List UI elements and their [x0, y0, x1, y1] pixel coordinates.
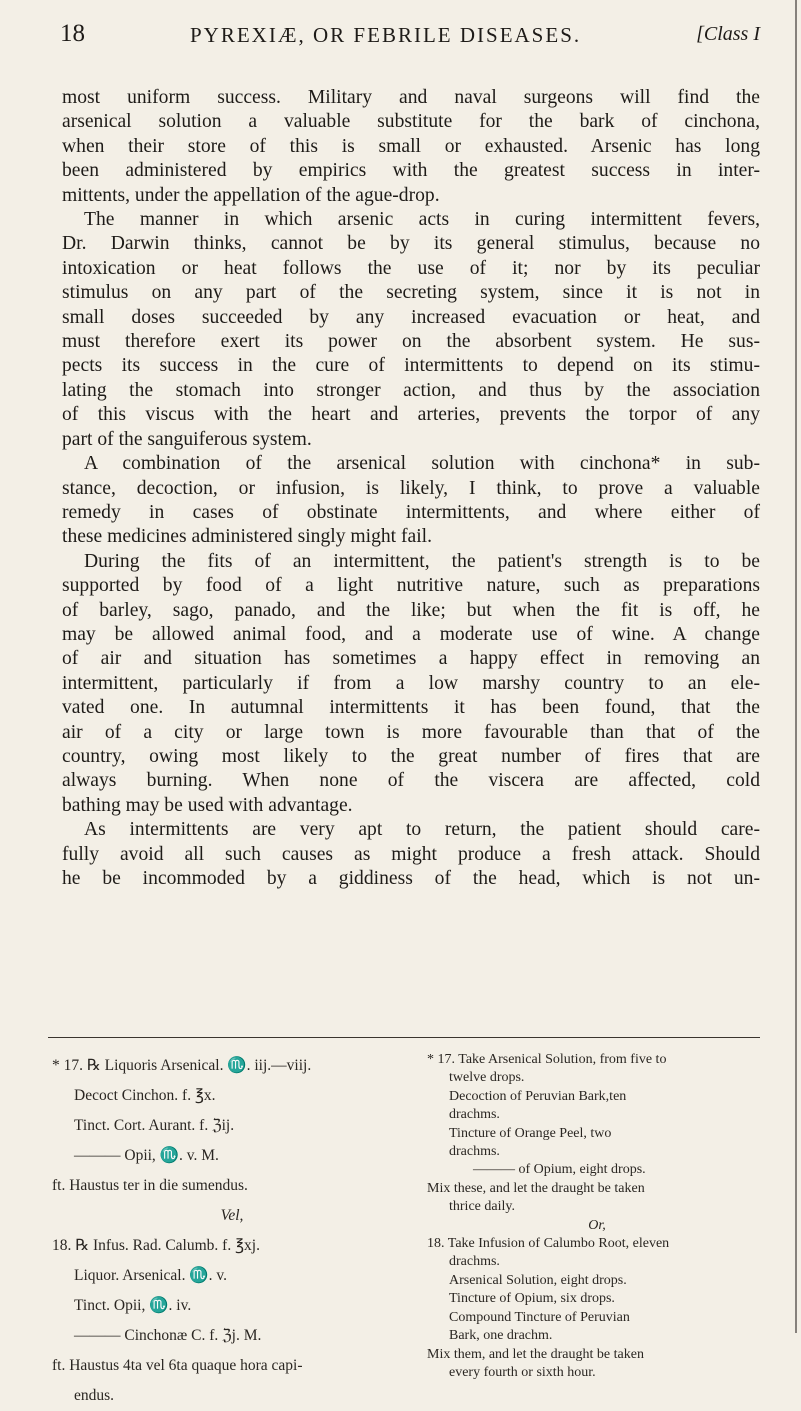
footnote-line: Decoction of Peruvian Bark,ten [449, 1088, 627, 1104]
body-line: these medicines administered singly might fail. [62, 526, 433, 548]
body-line: he be incommoded by a giddiness of the head, which is not un- [62, 868, 760, 889]
body-line: fully avoid all such causes as might produce a fresh attack. Should [62, 843, 760, 865]
body-line: stimulus on any part of the secreting system, since it is not in [62, 282, 760, 304]
footnote-line: Mix these, and let the draught be taken [427, 1180, 645, 1196]
body-line: country, owing most likely to the great number of fires that are [62, 745, 760, 767]
footnote-line: endus. [74, 1387, 115, 1404]
footnote-line: Arsenical Solution, eight drops. [449, 1272, 627, 1288]
body-line: bathing may be used with advantage. [62, 794, 353, 816]
body-line: part of the sanguiferous system. [62, 428, 312, 450]
footnote-line: Liquor. Arsenical. ♏. v. [74, 1267, 228, 1284]
footnote-line: Tincture of Orange Peel, two [449, 1125, 612, 1141]
body-line: stance, decoction, or infusion, is likely, I think, to prove a valuable [62, 477, 760, 499]
body-line: most uniform success. Military and naval surgeons will find the [62, 87, 760, 108]
body-line: may be allowed animal food, and a moderate use of wine. A change [62, 623, 760, 645]
footnote-line: ——— Opii, ♏. v. M. [74, 1147, 219, 1164]
footnote-line: 18. ℞ Infus. Rad. Calumb. f. ℥xj. [52, 1237, 260, 1254]
page-number: 18 [60, 20, 85, 47]
running-title: PYREXIÆ, OR FEBRILE DISEASES. [190, 23, 582, 47]
footnote-line: drachms. [449, 1107, 500, 1123]
body-line: vated one. In autumnal intermittents it has been found, that the [62, 697, 760, 719]
footnote-line: Tinct. Opii, ♏. iv. [74, 1297, 192, 1314]
body-line: arsenical solution a valuable substitute for the bark of cinchona, [62, 111, 760, 133]
footnote-line: Tincture of Opium, six drops. [449, 1291, 615, 1307]
footnote-line: Or, [588, 1217, 606, 1233]
footnote-line: ——— Cinchonæ C. f. ℨj. M. [74, 1327, 262, 1344]
body-line: mittents, under the appellation of the ague-drop. [62, 184, 440, 206]
footnote-line: ft. Haustus 4ta vel 6ta quaque hora capi- [52, 1357, 303, 1374]
body-line: A combination of the arsenical solution with cinchona* in sub- [84, 453, 760, 475]
footnote-line: ft. Haustus ter in die sumendus. [52, 1177, 248, 1194]
body-line: of barley, sago, panado, and the like; but when the fit is off, he [62, 599, 760, 621]
body-line: when their store of this is small or exhausted. Arsenic has long [62, 135, 760, 157]
footnote-line: Vel, [220, 1207, 244, 1224]
page-header [60, 20, 760, 60]
footnote-line: drachms. [449, 1254, 500, 1270]
body-line: As intermittents are very apt to return, the patient should care- [84, 819, 760, 841]
footnote-line: Mix them, and let the draught be taken [427, 1346, 644, 1362]
body-line: always burning. When none of the viscera are affected, cold [62, 770, 760, 792]
footnote-line: twelve drops. [449, 1070, 525, 1086]
body-line: been administered by empirics with the greatest success in inter- [62, 160, 760, 182]
body-line: During the fits of an intermittent, the patient's strength is to be [84, 550, 760, 572]
page-edge-rule [795, 0, 797, 1333]
footnote-divider [48, 1037, 760, 1038]
footnote-line: Bark, one drachm. [449, 1328, 553, 1344]
body-line: must therefore exert its power on the absorbent system. He sus- [62, 331, 760, 353]
body-line: of this viscus with the heart and arteries, prevents the torpor of any [62, 404, 760, 426]
body-line: pects its success in the cure of intermittents to depend on its stimu- [62, 355, 760, 377]
footnote-line: Compound Tincture of Peruvian [449, 1309, 630, 1325]
body-line: small doses succeeded by any increased evacuation or heat, and [62, 306, 760, 328]
footnote-line: thrice daily. [449, 1199, 515, 1215]
body-line: supported by food of a light nutritive nature, such as preparations [62, 575, 760, 597]
footnote-latin-prescription [52, 1051, 412, 1411]
footnote-line: 18. Take Infusion of Calumbo Root, eleven [427, 1236, 670, 1252]
body-line: intermittent, particularly if from a low marshy country to an ele- [62, 672, 760, 694]
body-line: air of a city or large town is more favourable than that of the [62, 721, 760, 743]
footnote-line: every fourth or sixth hour. [449, 1364, 596, 1380]
body-line: of air and situation has sometimes a happy effect in removing an [62, 648, 760, 670]
body-text [62, 86, 760, 891]
footnote-line: Tinct. Cort. Aurant. f. ℨij. [74, 1117, 235, 1134]
footnote-line: ——— of Opium, eight drops. [473, 1162, 646, 1178]
footnote-line: Decoct Cinchon. f. ℥x. [74, 1087, 216, 1104]
footnote-line: * 17. Take Arsenical Solution, from five to [427, 1052, 667, 1067]
footnote-line: * 17. ℞ Liquoris Arsenical. ♏. iij.—viij. [52, 1057, 312, 1074]
body-line: The manner in which arsenic acts in curing intermittent fevers, [84, 209, 760, 231]
footnote-line: drachms. [449, 1144, 500, 1160]
body-line: remedy in cases of obstinate intermittents, and where either of [62, 501, 760, 523]
class-label: [Class I [696, 23, 760, 45]
body-line: lating the stomach into stronger action, and thus by the association [62, 379, 760, 401]
body-line: Dr. Darwin thinks, cannot be by its general stimulus, because no [62, 233, 760, 255]
body-line: intoxication or heat follows the use of it; nor by its peculiar [62, 257, 760, 279]
